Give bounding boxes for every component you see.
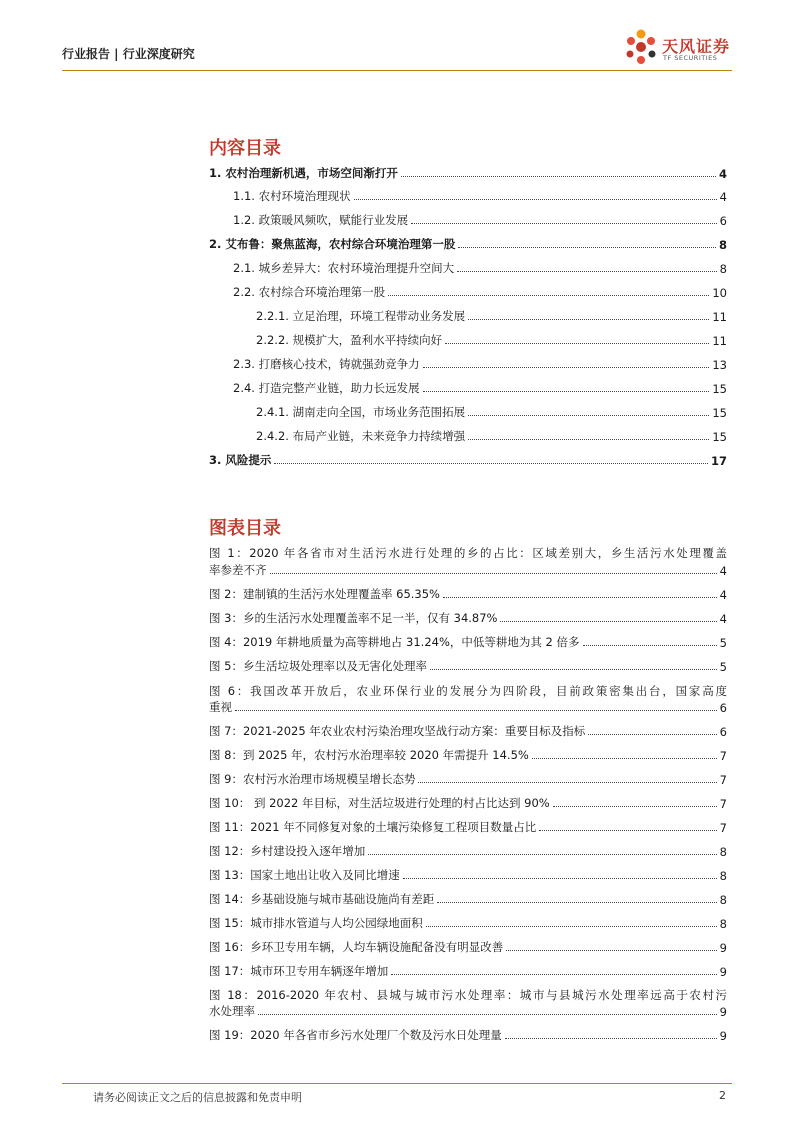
toc-entry-label: 2.4. 打造完整产业链，助力长远发展	[233, 381, 420, 395]
toc-entry[interactable]	[209, 402, 727, 420]
footer-disclaimer: 请务必阅读正文之后的信息披露和免责申明	[93, 1091, 302, 1104]
figure-entry[interactable]	[209, 747, 727, 763]
toc-entry-page: 6	[719, 214, 727, 228]
leader-dots	[505, 1038, 717, 1039]
figure-entry[interactable]	[209, 891, 727, 907]
figure-entry-page: 5	[719, 636, 727, 650]
toc-entry-page: 4	[719, 190, 727, 204]
figure-entry[interactable]	[209, 771, 727, 787]
logo-name: 天风证券	[662, 37, 731, 56]
figure-entry-page: 6	[719, 725, 727, 739]
leader-dots	[583, 645, 717, 646]
figure-entry-label: 水处理率	[209, 1004, 255, 1018]
toc-entry[interactable]	[209, 450, 727, 468]
figure-entry-label: 图 4：2019 年耕地质量为高等耕地占 31.24%，中低等耕地为其 2 倍多	[209, 635, 580, 649]
toc-entry-page: 15	[712, 382, 727, 396]
figure-entry[interactable]	[209, 795, 727, 811]
page-number: 2	[719, 1089, 726, 1102]
leader-dots	[457, 271, 717, 272]
leader-dots	[539, 830, 716, 831]
toc-entry-page: 8	[718, 238, 727, 252]
toc-entry[interactable]	[209, 354, 727, 372]
leader-dots	[468, 439, 709, 440]
toc-entry[interactable]	[209, 306, 727, 324]
figure-entry[interactable]	[209, 867, 727, 883]
figure-entry-label: 图 3：乡的生活污水处理覆盖率不足一半，仅有 34.87%	[209, 611, 498, 625]
leader-dots	[403, 878, 717, 879]
toc-entry[interactable]	[209, 426, 727, 444]
toc-title: 内容目录	[209, 138, 281, 159]
toc-entry[interactable]	[209, 186, 727, 204]
figure-entry-label: 图 16：乡环卫专用车辆，人均车辆设施配备没有明显改善	[209, 940, 504, 954]
leader-dots	[391, 974, 716, 975]
toc-entry[interactable]	[209, 258, 727, 276]
figure-entry-first-line[interactable]: 图 1：2020 年各省市对生活污水进行处理的乡的占比：区域差别大，乡生活污水处理覆盖	[209, 546, 727, 560]
leader-dots	[445, 343, 709, 344]
leader-dots	[506, 950, 716, 951]
figure-entry-page: 9	[719, 941, 727, 955]
toc-entry[interactable]	[209, 210, 727, 228]
leader-dots	[532, 758, 717, 759]
leader-dots	[423, 391, 710, 392]
toc-entry-label: 2.4.2. 布局产业链，未来竞争力持续增强	[256, 429, 466, 443]
figure-entry-page: 4	[719, 612, 727, 626]
figure-entry-label: 重视	[209, 700, 232, 714]
leader-dots	[468, 319, 709, 320]
figure-entry[interactable]	[209, 963, 727, 979]
toc-entry[interactable]	[209, 163, 727, 181]
leader-dots	[388, 295, 709, 296]
figure-entry[interactable]	[209, 586, 727, 602]
toc-entry-label: 2.3. 打磨核心技术，铸就强劲竞争力	[233, 357, 420, 371]
toc-entry-label: 2.4.1. 湖南走向全国，市场业务范围拓展	[256, 405, 466, 419]
toc-entry-label: 1. 农村治理新机遇，市场空间渐打开	[209, 166, 398, 180]
leader-dots	[458, 247, 716, 248]
figure-entry-page: 7	[719, 749, 727, 763]
toc-entry-page: 8	[719, 262, 727, 276]
leader-dots	[423, 367, 710, 368]
toc-entry-label: 2.1. 城乡差异大：农村环境治理提升空间大	[233, 261, 455, 275]
toc-entry-page: 13	[712, 358, 727, 372]
toc-entry-label: 1.2. 政策暖风频吹，赋能行业发展	[233, 213, 409, 227]
toc-entry-page: 17	[710, 454, 727, 468]
leader-dots	[235, 710, 717, 711]
footer-divider	[62, 1083, 732, 1084]
leader-dots	[426, 926, 717, 927]
figure-entry[interactable]	[209, 915, 727, 931]
toc-entry-page: 11	[712, 334, 727, 348]
leader-dots	[553, 806, 717, 807]
leader-dots	[418, 782, 716, 783]
header-divider	[62, 70, 732, 71]
figure-entry-page: 7	[719, 821, 727, 835]
toc-entry-page: 15	[712, 430, 727, 444]
report-category: 行业报告 | 行业深度研究	[62, 47, 195, 61]
figure-entry[interactable]	[209, 939, 727, 955]
figure-entry-first-line[interactable]: 图 18：2016-2020 年农村、县城与城市污水处理率：城市与县城污水处理率远高于农村污	[209, 988, 727, 1002]
toc-entry[interactable]	[209, 234, 727, 252]
figure-entry-page: 5	[719, 660, 727, 674]
figure-entry-page: 9	[719, 1029, 727, 1043]
leader-dots	[437, 902, 716, 903]
figure-entry-page: 8	[719, 845, 727, 859]
figure-entry[interactable]	[209, 610, 727, 626]
leader-dots	[354, 199, 717, 200]
figure-entry-label: 图 7：2021-2025 年农业农村污染治理攻坚战行动方案：重要目标及指标	[209, 724, 586, 738]
toc-entry[interactable]	[209, 330, 727, 348]
figure-entry-label: 图 13：国家土地出让收入及同比增速	[209, 868, 400, 882]
leader-dots	[588, 734, 716, 735]
figure-entry[interactable]	[209, 658, 727, 674]
figure-entry-label: 图 2：建制镇的生活污水处理覆盖率 65.35%	[209, 587, 440, 601]
leader-dots	[411, 223, 717, 224]
figure-entry-page: 4	[719, 564, 727, 578]
figure-entry-label: 率参差不齐	[209, 563, 267, 577]
figure-entry[interactable]	[209, 1003, 727, 1019]
leader-dots	[270, 573, 717, 574]
leader-dots	[368, 854, 716, 855]
logo-subtitle: TF SECURITIES	[663, 54, 718, 62]
figure-entry-page: 9	[719, 1005, 727, 1019]
leader-dots	[500, 621, 716, 622]
figure-entry[interactable]	[209, 562, 727, 578]
figure-entry-page: 9	[719, 965, 727, 979]
figure-entry[interactable]	[209, 819, 727, 835]
figure-entry[interactable]	[209, 843, 727, 859]
toc-entry-label: 2.2.2. 规模扩大，盈利水平持续向好	[256, 333, 443, 347]
figure-entry[interactable]	[209, 634, 727, 650]
toc-entry[interactable]	[209, 378, 727, 396]
toc-entry-label: 2. 艾布鲁：聚焦蓝海，农村综合环境治理第一股	[209, 237, 456, 251]
figure-entry-label: 图 10： 到 2022 年目标，对生活垃圾进行处理的村占比达到 90%	[209, 796, 550, 810]
figure-entry-label: 图 15：城市排水管道与人均公园绿地面积	[209, 916, 423, 930]
flower-logo-icon	[622, 28, 660, 68]
figure-entry-page: 8	[719, 869, 727, 883]
toc-entry-label: 3. 风险提示	[209, 453, 272, 467]
figure-entry-label: 图 17：城市环卫专用车辆逐年增加	[209, 964, 389, 978]
leader-dots	[443, 597, 717, 598]
leader-dots	[274, 463, 708, 464]
toc-entry[interactable]	[209, 282, 727, 300]
figure-entry-page: 6	[719, 701, 727, 715]
leader-dots	[468, 415, 709, 416]
toc-entry-page: 4	[718, 167, 727, 181]
figure-entry[interactable]	[209, 699, 727, 715]
leader-dots	[430, 669, 717, 670]
toc-entry-label: 2.2. 农村综合环境治理第一股	[233, 285, 386, 299]
figure-entry-page: 7	[719, 797, 727, 811]
figure-entry-page: 8	[719, 917, 727, 931]
leader-dots	[401, 176, 716, 177]
figure-entry-page: 8	[719, 893, 727, 907]
figure-entry-label: 图 19：2020 年各省市乡污水处理厂个数及污水日处理量	[209, 1028, 502, 1042]
figure-entry-label: 图 11：2021 年不同修复对象的土壤污染修复工程项目数量占比	[209, 820, 537, 834]
figure-entry[interactable]	[209, 723, 727, 739]
figure-entry[interactable]	[209, 1027, 727, 1043]
figure-entry-page: 7	[719, 773, 727, 787]
toc-entry-page: 10	[712, 286, 727, 300]
figures-title: 图表目录	[209, 518, 281, 539]
figure-entry-label: 图 12：乡村建设投入逐年增加	[209, 844, 366, 858]
figure-entry-label: 图 5：乡生活垃圾处理率以及无害化处理率	[209, 659, 427, 673]
figure-entry-label: 图 8：到 2025 年，农村污水治理率较 2020 年需提升 14.5%	[209, 748, 529, 762]
company-logo	[622, 28, 734, 68]
toc-entry-page: 11	[712, 310, 727, 324]
figure-entry-label: 图 14：乡基础设施与城市基础设施尚有差距	[209, 892, 435, 906]
figure-entry-first-line[interactable]: 图 6：我国改革开放后，农业环保行业的发展分为四阶段，目前政策密集出台，国家高度	[209, 684, 727, 698]
figure-entry-label: 图 9：农村污水治理市场规模呈增长态势	[209, 772, 416, 786]
figure-entry-page: 4	[719, 588, 727, 602]
leader-dots	[258, 1014, 717, 1015]
toc-entry-page: 15	[712, 406, 727, 420]
toc-entry-label: 2.2.1. 立足治理，环境工程带动业务发展	[256, 309, 466, 323]
toc-entry-label: 1.1. 农村环境治理现状	[233, 189, 351, 203]
